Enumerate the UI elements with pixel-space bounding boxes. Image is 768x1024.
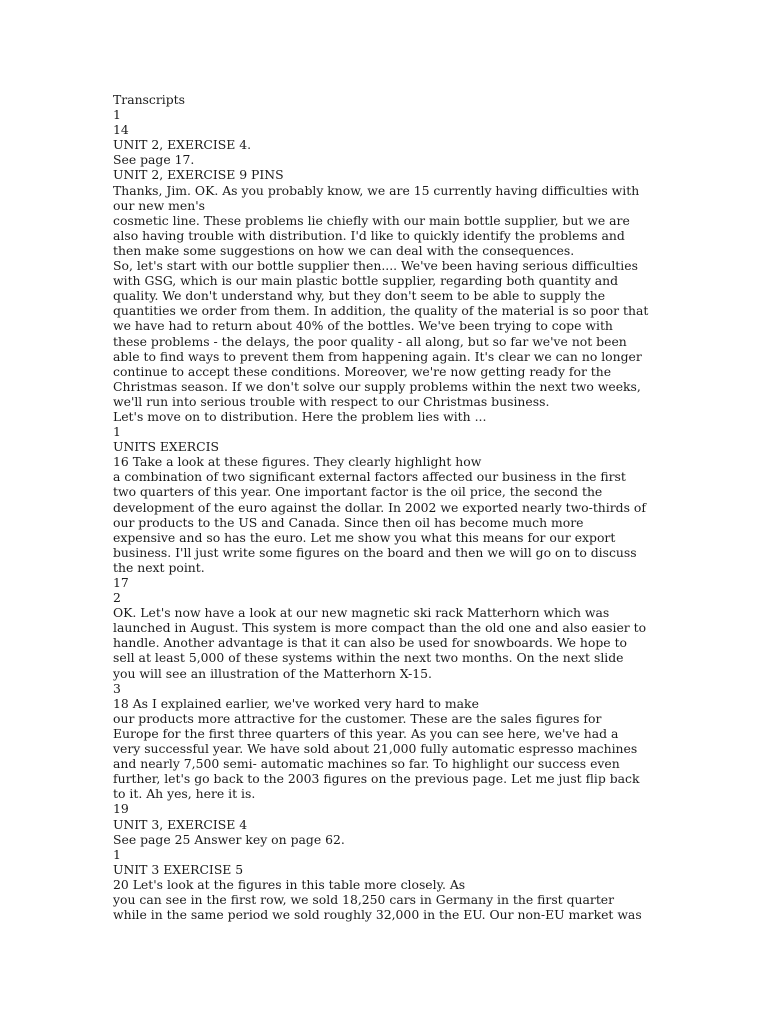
text-line: Europe for the first three quarters of this year. As you can see here, we've had a xyxy=(113,725,619,741)
text-line: UNIT 3 EXERCISE 5 xyxy=(113,861,244,877)
text-line: 1 xyxy=(113,424,121,440)
text-line: UNIT 2, EXERCISE 9 PINS xyxy=(113,167,284,183)
text-line: expensive and so has the euro. Let me show you what this means for our export xyxy=(113,529,616,545)
text-line: we have had to return about 40% of the bottles. We've been trying to cope with xyxy=(113,318,613,334)
text-line: 17 xyxy=(113,575,129,590)
text-line: you can see in the first row, we sold 18,250 cars in Germany in the first quarter xyxy=(113,891,615,907)
text-line: development of the euro against the dollar. In 2002 we exported nearly two-thirds of xyxy=(113,499,646,515)
text-line: cosmetic line. These problems lie chiefly with our main bottle supplier, but we are xyxy=(113,212,630,228)
document-page xyxy=(113,92,673,922)
text-line: you will see an illustration of the Matterhorn X-15. xyxy=(113,665,432,681)
text-line: Thanks, Jim. OK. As you probably know, we are 15 currently having difficulties with xyxy=(113,182,640,198)
text-line: OK. Let's now have a look at our new magnetic ski rack Matterhorn which was xyxy=(113,605,610,621)
text-line: Transcripts xyxy=(113,92,186,107)
text-line: also having trouble with distribution. I'd like to quickly identify the problems and xyxy=(113,227,625,243)
text-line: to it. Ah yes, here it is. xyxy=(113,786,256,802)
text-line: See page 25 Answer key on page 62. xyxy=(113,831,345,847)
text-line: sell at least 5,000 of these systems within the next two months. On the next slide xyxy=(113,650,624,666)
text-line: Let's move on to distribution. Here the problem lies with ... xyxy=(113,408,487,424)
text-line: See page 17. xyxy=(113,152,195,168)
text-line: 3 xyxy=(113,680,121,696)
text-line: continue to accept these conditions. Moreover, we're now getting ready for the xyxy=(113,363,612,379)
text-line: 2 xyxy=(113,590,121,606)
text-line: very successful year. We have sold about 21,000 fully automatic espresso machines xyxy=(113,741,638,757)
text-line: UNIT 2, EXERCISE 4. xyxy=(113,137,252,153)
text-line: a combination of two significant external factors affected our business in the first xyxy=(113,469,626,485)
text-line: the next point. xyxy=(113,559,205,575)
text-line: UNITS EXERCIS xyxy=(113,439,219,455)
text-line: launched in August. This system is more compact than the old one and also easier to xyxy=(113,620,647,636)
text-line: UNIT 3, EXERCISE 4 xyxy=(113,816,248,832)
text-line: able to find ways to prevent them from happening again. It's clear we can no longer xyxy=(113,348,642,364)
text-line: with GSG, which is our main plastic bottle supplier, regarding both quantity and xyxy=(113,273,619,289)
text-line: and nearly 7,500 semi- automatic machines so far. To highlight our success even xyxy=(113,756,620,772)
text-line: quality. We don't understand why, but they don't seem to be able to supply the xyxy=(113,288,606,304)
text-line: these problems - the delays, the poor quality - all along, but so far we've not been xyxy=(113,333,627,349)
text-line: Christmas season. If we don't solve our supply problems within the next two weeks, xyxy=(113,378,641,394)
text-line: 19 xyxy=(113,801,129,817)
text-line: 18 As I explained earlier, we've worked very hard to make xyxy=(113,695,479,711)
text-line: while in the same period we sold roughly 32,000 in the EU. Our non-EU market was xyxy=(113,907,642,923)
text-line: 16 Take a look at these figures. They clearly highlight how xyxy=(113,454,482,470)
text-line: 1 xyxy=(113,846,121,862)
text-line: then make some suggestions on how we can deal with the consequences. xyxy=(113,242,575,258)
text-line: we'll run into serious trouble with respect to our Christmas business. xyxy=(113,393,550,409)
text-line: quantities we order from them. In addition, the quality of the material is so poor that xyxy=(113,303,649,319)
text-line: our products more attractive for the customer. These are the sales figures for xyxy=(113,710,602,726)
text-line: further, let's go back to the 2003 figures on the previous page. Let me just flip back xyxy=(113,771,640,787)
text-line: So, let's start with our bottle supplier then.... We've been having serious difficulties xyxy=(113,258,638,274)
text-line: our new men's xyxy=(113,197,205,213)
text-line: 20 Let's look at the figures in this table more closely. As xyxy=(113,876,466,892)
text-line: 1 xyxy=(113,107,121,123)
text-line: handle. Another advantage is that it can also be used for snowboards. We hope to xyxy=(113,635,628,651)
text-line: our products to the US and Canada. Since then oil has become much more xyxy=(113,514,584,530)
text-line: 14 xyxy=(113,122,129,138)
text-line: two quarters of this year. One important factor is the oil price, the second the xyxy=(113,484,603,500)
text-line: business. I'll just write some figures on the board and then we will go on to discuss xyxy=(113,544,637,560)
